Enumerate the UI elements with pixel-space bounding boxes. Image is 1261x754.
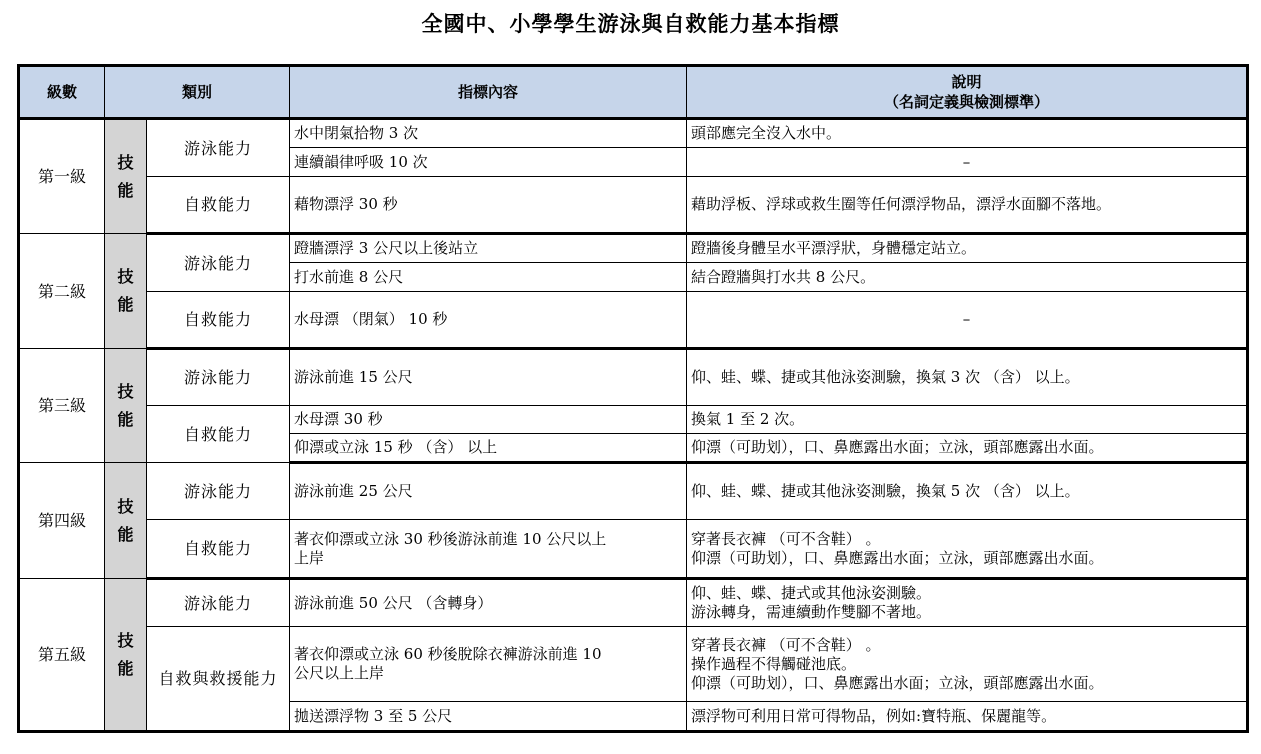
description-line: 漂浮物可利用日常可得物品，例如:寶特瓶、保麗龍等。 [691, 706, 1057, 725]
indicator-cell [290, 702, 687, 732]
skill-char: 技 [117, 267, 134, 286]
level-cell: 第二級 [19, 234, 105, 349]
level-cell: 第三級 [19, 349, 105, 463]
description-line: 頭部應完全沒入水中。 [691, 124, 842, 142]
skill-char: 能 [117, 295, 134, 314]
description-cell [687, 406, 1248, 434]
indicator-cell [290, 177, 687, 234]
description-line: 穿著長衣褲 （可不含鞋） 。 [691, 529, 881, 548]
indicator-cell [290, 292, 687, 349]
description-cell [687, 292, 1248, 349]
description-cell [687, 263, 1248, 292]
table-row [19, 119, 1248, 148]
header-indicator: 指標內容 [290, 66, 687, 119]
category-cell: 自救能力 [147, 292, 290, 349]
table-row [19, 234, 1248, 263]
indicator-line: 著衣仰漂或立泳 60 秒後脫除衣褲游泳前進 10 [294, 645, 602, 663]
indicator-cell [290, 148, 687, 177]
header-description-title: 說明 [951, 73, 982, 91]
description-line: 蹬牆後身體呈水平漂浮狀，身體穩定站立。 [691, 239, 977, 257]
skill-cell [105, 234, 147, 349]
description-line: 穿著長衣褲 （可不含鞋） 。 [691, 635, 881, 654]
description-line: 換氣 1 至 2 次。 [691, 410, 805, 428]
indicator-line: 著衣仰漂或立泳 30 秒後游泳前進 10 公尺以上 [294, 529, 607, 548]
category-cell: 游泳能力 [147, 119, 290, 177]
skill-cell [105, 119, 147, 234]
category-cell: 自救與救援能力 [147, 627, 290, 732]
indicator-cell [290, 579, 687, 627]
description-cell [687, 434, 1248, 463]
indicator-line: 蹬牆漂浮 3 公尺以上後站立 [294, 239, 479, 257]
indicator-line: 打水前進 8 公尺 [294, 267, 404, 286]
indicator-line: 仰漂或立泳 15 秒 （含） 以上 [294, 438, 498, 456]
description-line: – [962, 310, 971, 328]
description-line: 游泳轉身，需連續動作雙腳不著地。 [691, 603, 932, 621]
table-row [19, 177, 1248, 234]
page-title: 全國中、小學學生游泳與自救能力基本指標 [421, 12, 840, 36]
indicator-line: 上岸 [294, 548, 325, 567]
description-cell [687, 463, 1248, 520]
indicator-line: 游泳前進 15 公尺 [294, 368, 413, 386]
level-cell: 第五級 [19, 579, 105, 732]
indicator-cell [290, 463, 687, 520]
indicator-line: 藉物漂浮 30 秒 [294, 195, 398, 213]
description-cell [687, 148, 1248, 177]
category-cell: 自救能力 [147, 520, 290, 579]
description-line: 仰、蛙、蝶、捷或其他泳姿測驗，換氣 5 次 （含） 以上。 [691, 482, 1080, 500]
skill-char: 能 [117, 658, 134, 678]
swimming-indicators-table [17, 64, 1249, 733]
indicator-line: 水母漂 30 秒 [294, 410, 383, 428]
description-cell [687, 579, 1248, 627]
indicator-cell [290, 119, 687, 148]
description-cell [687, 627, 1248, 702]
table-row [19, 349, 1248, 406]
table-row [19, 627, 1248, 702]
category-cell: 游泳能力 [147, 463, 290, 520]
description-line: 仰、蛙、蝶、捷或其他泳姿測驗，換氣 3 次 （含） 以上。 [691, 368, 1080, 386]
indicator-cell [290, 520, 687, 579]
skill-char: 技 [117, 630, 134, 650]
skill-char: 技 [117, 152, 134, 172]
description-line: 仰、蛙、蝶、捷式或其他泳姿測驗。 [691, 584, 932, 602]
description-line: 結合蹬牆與打水共 8 公尺。 [691, 267, 876, 286]
category-cell: 自救能力 [147, 177, 290, 234]
header-category: 類別 [105, 66, 290, 119]
skill-cell [105, 579, 147, 732]
description-cell [687, 702, 1248, 732]
level-cell: 第四級 [19, 463, 105, 579]
description-line: 仰漂（可助划），口、鼻應露出水面；立泳，頭部應露出水面。 [691, 673, 1104, 692]
header-row [19, 66, 1248, 119]
indicator-line: 連續韻律呼吸 10 次 [294, 152, 428, 171]
skill-char: 能 [117, 524, 134, 544]
header-description-subtitle: （名詞定義與檢測標準） [884, 93, 1050, 111]
description-cell [687, 349, 1248, 406]
skill-char: 技 [117, 381, 134, 401]
description-cell [687, 119, 1248, 148]
skill-char: 能 [117, 409, 134, 429]
skill-char: 技 [117, 496, 134, 516]
skill-cell [105, 349, 147, 463]
level-cell: 第一級 [19, 119, 105, 234]
indicator-line: 拋送漂浮物 3 至 5 公尺 [294, 706, 453, 725]
skill-char: 能 [117, 180, 134, 200]
description-line: 藉助浮板、浮球或救生圈等任何漂浮物品，漂浮水面腳不落地。 [691, 195, 1112, 213]
header-level: 級數 [19, 66, 105, 119]
table-body [19, 119, 1248, 732]
indicator-cell [290, 406, 687, 434]
category-cell: 游泳能力 [147, 234, 290, 292]
header-description [687, 66, 1248, 119]
description-line: 仰漂（可助划），口、鼻應露出水面；立泳，頭部應露出水面。 [691, 438, 1104, 456]
description-line: 操作過程不得觸碰池底。 [691, 654, 857, 673]
indicator-cell [290, 263, 687, 292]
skill-cell [105, 463, 147, 579]
indicator-line: 游泳前進 25 公尺 [294, 482, 413, 500]
description-cell [687, 177, 1248, 234]
indicator-cell [290, 434, 687, 463]
table-row [19, 292, 1248, 349]
category-cell: 游泳能力 [147, 349, 290, 406]
description-cell [687, 520, 1248, 579]
table-row [19, 406, 1248, 434]
description-line: – [962, 152, 971, 171]
indicator-line: 游泳前進 50 公尺 （含轉身） [294, 593, 493, 612]
category-cell: 游泳能力 [147, 579, 290, 627]
table-row [19, 463, 1248, 520]
indicator-line: 水母漂 （閉氣） 10 秒 [294, 310, 448, 328]
indicator-cell [290, 234, 687, 263]
indicator-line: 水中閉氣拾物 3 次 [294, 124, 419, 142]
indicator-cell [290, 349, 687, 406]
table-row [19, 579, 1248, 627]
description-cell [687, 234, 1248, 263]
indicator-cell [290, 627, 687, 702]
table-row [19, 520, 1248, 579]
description-line: 仰漂（可助划），口、鼻應露出水面；立泳，頭部應露出水面。 [691, 548, 1104, 567]
category-cell: 自救能力 [147, 406, 290, 463]
indicator-line: 公尺以上上岸 [294, 664, 385, 682]
